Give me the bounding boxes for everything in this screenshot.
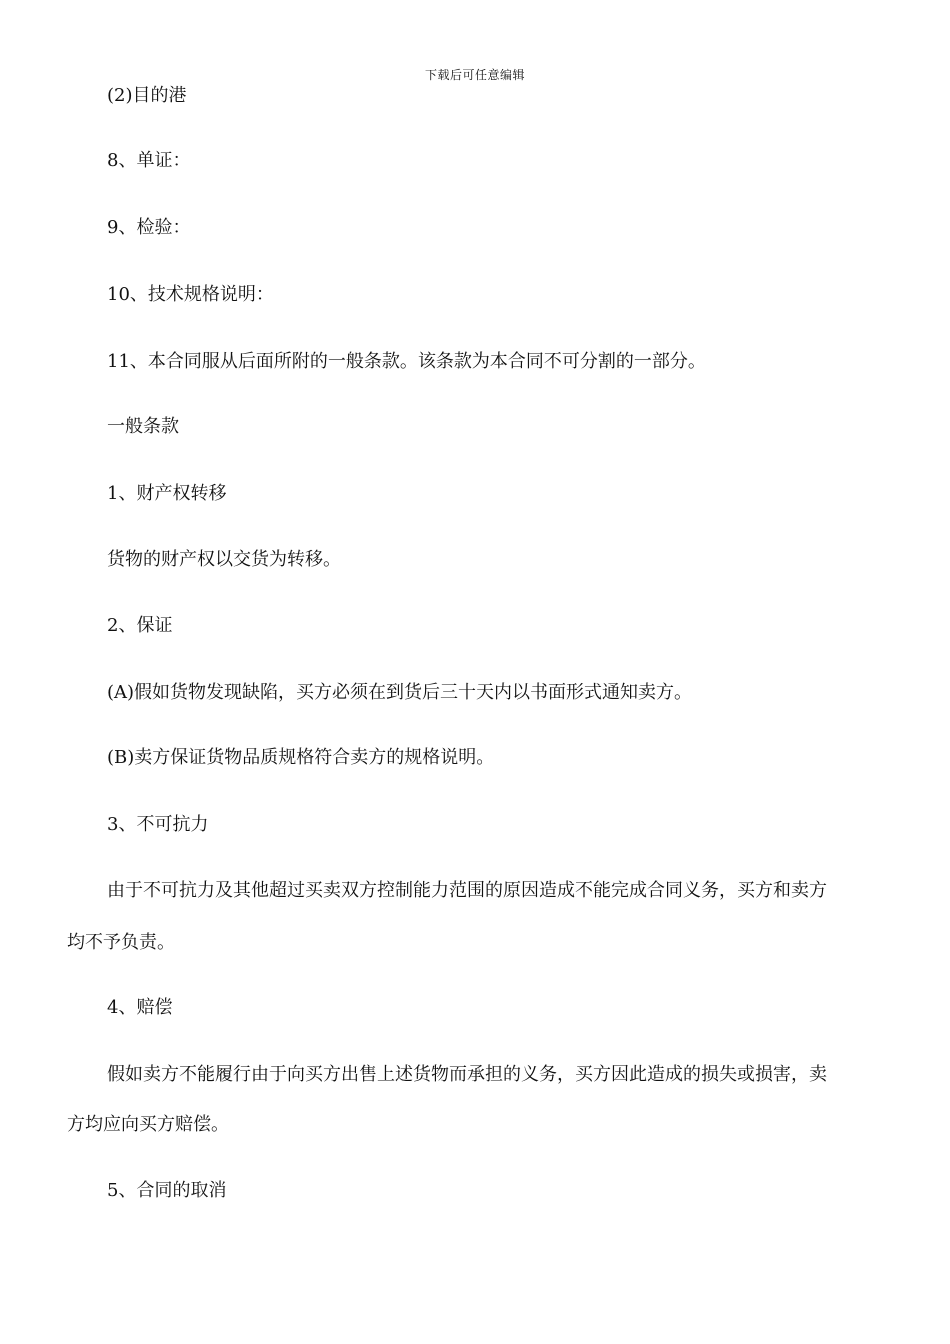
clause-2-heading: 2、保证: [107, 615, 173, 636]
header-note: 下载后可任意编辑: [424, 68, 525, 82]
section-heading-general: 一般条款: [107, 416, 179, 437]
clause-1-heading: 1、财产权转移: [107, 483, 227, 504]
item-8-documents: 8、单证：: [107, 150, 191, 171]
clause-1-body: 货物的财产权以交货为转移。: [107, 549, 341, 570]
clause-2-a: (A)假如货物发现缺陷，买方必须在到货后三十天内以书面形式通知卖方。: [107, 682, 693, 703]
clause-4-body-line1: 假如卖方不能履行由于向买方出售上述货物而承担的义务，买方因此造成的损失或损害，卖: [107, 1064, 827, 1085]
item-11-general-terms: 11、本合同服从后面所附的一般条款。该条款为本合同不可分割的一部分。: [107, 351, 706, 372]
clause-3-body-line2: 均不予负责。: [67, 932, 175, 953]
item-9-inspection: 9、检验：: [107, 217, 191, 238]
clause-5-heading: 5、合同的取消: [107, 1180, 227, 1201]
clause-4-body-line2: 方均应向买方赔偿。: [67, 1114, 229, 1135]
clause-4-heading: 4、赔偿: [107, 997, 173, 1018]
item-10-tech-specs: 10、技术规格说明：: [107, 284, 274, 305]
clause-3-heading: 3、不可抗力: [107, 814, 209, 835]
item-destination-port: (2)目的港: [107, 85, 187, 106]
clause-3-body-line1: 由于不可抗力及其他超过买卖双方控制能力范围的原因造成不能完成合同义务，买方和卖方: [107, 880, 827, 901]
clause-2-b: (B)卖方保证货物品质规格符合卖方的规格说明。: [107, 747, 495, 768]
